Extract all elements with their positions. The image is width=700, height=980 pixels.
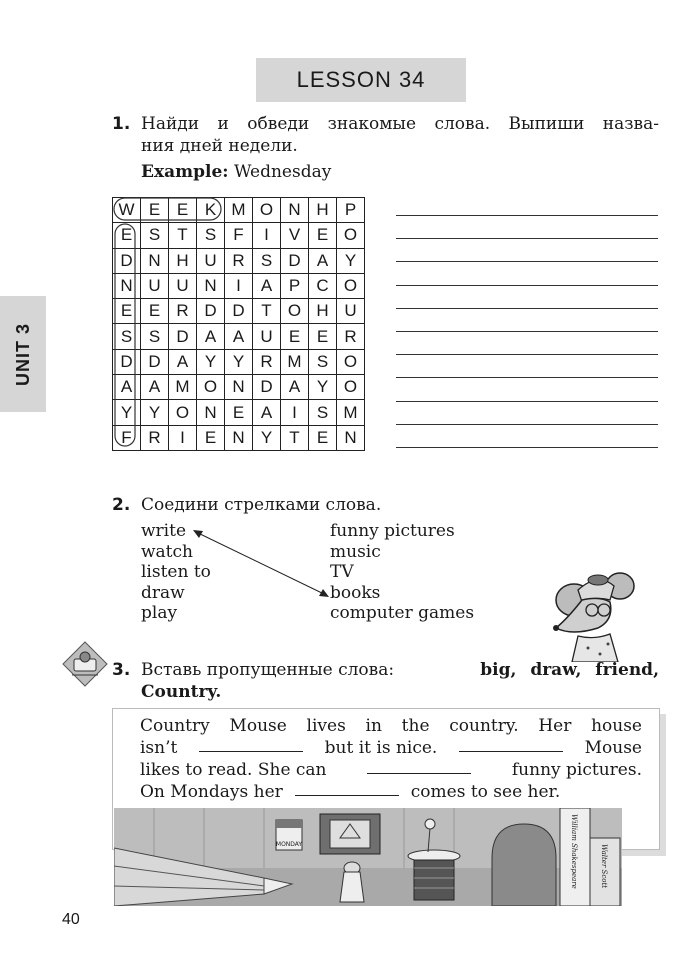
grid-cell[interactable]: M <box>225 198 253 223</box>
grid-cell[interactable]: I <box>225 273 253 298</box>
grid-cell[interactable]: A <box>281 375 309 400</box>
grid-cell[interactable]: S <box>141 223 169 248</box>
grid-cell[interactable]: T <box>169 223 197 248</box>
grid-cell[interactable]: Y <box>253 425 281 450</box>
grid-cell[interactable]: U <box>253 324 281 349</box>
grid-cell[interactable]: H <box>169 248 197 273</box>
story-line-4 <box>140 781 642 803</box>
lesson-title: LESSON 34 <box>256 58 466 102</box>
grid-cell[interactable]: E <box>281 324 309 349</box>
grid-cell[interactable]: O <box>337 223 365 248</box>
grid-cell[interactable]: E <box>113 299 141 324</box>
grid-cell[interactable]: S <box>141 324 169 349</box>
grid-cell[interactable]: N <box>197 273 225 298</box>
grid-cell[interactable]: O <box>169 400 197 425</box>
page-number: 40 <box>62 911 80 928</box>
grid-cell[interactable]: F <box>225 223 253 248</box>
grid-cell[interactable]: O <box>337 349 365 374</box>
example-value: Wednesday <box>233 162 332 182</box>
blank-2[interactable] <box>459 737 563 752</box>
story-text-2b: but it is nice. <box>324 738 438 758</box>
grid-cell[interactable]: V <box>281 223 309 248</box>
story-text-2a: isn’t <box>140 738 178 758</box>
task2-number: 2. <box>112 495 131 515</box>
grid-cell[interactable]: E <box>309 223 337 248</box>
grid-cell[interactable]: E <box>169 198 197 223</box>
grid-cell[interactable]: D <box>225 299 253 324</box>
grid-cell[interactable]: O <box>253 198 281 223</box>
blank-4[interactable] <box>295 781 399 796</box>
task3-number: 3. <box>112 660 131 680</box>
grid-cell[interactable]: A <box>169 349 197 374</box>
grid-cell[interactable]: A <box>113 375 141 400</box>
grid-cell[interactable]: A <box>197 324 225 349</box>
grid-cell[interactable]: E <box>225 400 253 425</box>
grid-cell[interactable]: D <box>169 324 197 349</box>
grid-cell[interactable]: R <box>337 324 365 349</box>
mouse-illustration <box>548 566 660 662</box>
grid-cell[interactable]: Y <box>113 400 141 425</box>
grid-cell[interactable]: U <box>169 273 197 298</box>
story-text-1: Country Mouse lives in the country. Her house <box>140 716 642 736</box>
left-word: write <box>141 521 187 541</box>
task3-instruction-line2 <box>141 681 221 703</box>
grid-cell[interactable]: E <box>197 425 225 450</box>
grid-cell[interactable]: D <box>281 248 309 273</box>
grid-cell[interactable]: F <box>113 425 141 450</box>
story-line-2 <box>140 737 642 759</box>
grid-cell[interactable]: A <box>253 273 281 298</box>
story-text-3a: likes to read. She can <box>140 760 327 780</box>
grid-cell[interactable]: D <box>141 349 169 374</box>
grid-cell[interactable]: O <box>337 375 365 400</box>
grid-cell[interactable]: S <box>253 248 281 273</box>
grid-cell[interactable]: R <box>225 248 253 273</box>
story-text-2c: Mouse <box>584 738 642 758</box>
right-word: TV <box>330 562 354 582</box>
left-word: draw <box>141 582 185 603</box>
grid-cell[interactable]: C <box>309 273 337 298</box>
grid-cell[interactable]: M <box>337 400 365 425</box>
grid-cell[interactable]: O <box>281 299 309 324</box>
grid-cell[interactable]: H <box>309 198 337 223</box>
grid-cell[interactable]: H <box>309 299 337 324</box>
grid-cell[interactable]: R <box>169 299 197 324</box>
grid-cell[interactable]: U <box>141 273 169 298</box>
story-text <box>140 715 642 803</box>
grid-cell[interactable]: Y <box>225 349 253 374</box>
grid-cell[interactable]: O <box>197 375 225 400</box>
grid-cell[interactable]: D <box>253 375 281 400</box>
grid-cell[interactable]: E <box>141 299 169 324</box>
grid-cell[interactable]: P <box>281 273 309 298</box>
grid-cell[interactable]: N <box>197 400 225 425</box>
task3-instruction: Вставь пропущенные слова: <box>141 660 395 680</box>
grid-cell[interactable]: Y <box>197 349 225 374</box>
grid-cell[interactable]: R <box>141 425 169 450</box>
task3-words-line2: Country. <box>141 682 222 702</box>
grid-cell[interactable]: A <box>141 375 169 400</box>
task3-instruction-line1 <box>141 659 659 681</box>
pencil-badge-icon <box>62 641 108 687</box>
example-label: Example: <box>141 162 229 182</box>
right-word: computer games <box>330 603 475 623</box>
story-text-4a: On Mondays her <box>140 782 283 802</box>
grid-cell[interactable]: I <box>169 425 197 450</box>
right-word: funny pictures <box>330 521 455 541</box>
grid-cell[interactable]: N <box>225 425 253 450</box>
grid-cell[interactable]: U <box>337 299 365 324</box>
blank-1[interactable] <box>199 737 303 752</box>
task3-words-line1: big, draw, friend, <box>480 660 659 680</box>
grid-cell[interactable]: O <box>337 273 365 298</box>
grid-cell[interactable]: Y <box>141 400 169 425</box>
grid-cell[interactable]: D <box>197 299 225 324</box>
task1-instruction-line2: ния дней недели. <box>141 136 298 156</box>
book-label-2: Walter Scott <box>600 844 608 889</box>
grid-cell[interactable]: M <box>169 375 197 400</box>
grid-cell[interactable]: T <box>281 425 309 450</box>
story-text-3b: funny pictures. <box>511 760 642 780</box>
task1-number: 1. <box>112 114 131 134</box>
grid-cell[interactable]: N <box>225 375 253 400</box>
grid-cell[interactable]: N <box>141 248 169 273</box>
grid-cell[interactable]: T <box>253 299 281 324</box>
grid-cell[interactable]: U <box>197 248 225 273</box>
grid-cell[interactable]: A <box>253 400 281 425</box>
grid-cell[interactable]: Y <box>337 248 365 273</box>
grid-cell[interactable]: I <box>281 400 309 425</box>
story-line-3 <box>140 759 642 781</box>
grid-cell[interactable]: E <box>309 324 337 349</box>
task2-instruction: Соедини стрелками слова. <box>141 495 382 515</box>
book-label-1: William Shakespeare <box>570 814 578 889</box>
grid-cell[interactable]: Y <box>309 375 337 400</box>
room-illustration <box>114 808 622 906</box>
grid-cell[interactable]: N <box>337 425 365 450</box>
grid-cell[interactable]: S <box>197 223 225 248</box>
left-word: play <box>141 603 178 623</box>
grid-cell[interactable]: A <box>309 248 337 273</box>
grid-cell[interactable]: S <box>113 324 141 349</box>
story-text-4b: comes to see her. <box>410 782 561 802</box>
grid-cell[interactable]: D <box>113 349 141 374</box>
grid-cell[interactable]: M <box>281 349 309 374</box>
story-line-1 <box>140 715 642 737</box>
grid-cell[interactable]: E <box>309 425 337 450</box>
grid-cell[interactable]: W <box>113 198 141 223</box>
left-word: watch <box>141 541 193 562</box>
right-word: music <box>330 541 381 562</box>
grid-cell[interactable]: E <box>141 198 169 223</box>
grid-cell[interactable]: D <box>113 248 141 273</box>
left-word: listen to <box>141 562 211 582</box>
unit-tab-label: UNIT 3 <box>12 322 33 386</box>
right-word: books <box>330 582 381 603</box>
grid-cell[interactable]: N <box>281 198 309 223</box>
task1-instruction-line1: Найди и обведи знакомые слова. Выпиши назва- <box>141 114 659 134</box>
calendar-label: MONDAY <box>275 841 303 848</box>
grid-cell[interactable]: S <box>309 400 337 425</box>
grid-cell[interactable]: E <box>113 223 141 248</box>
grid-cell[interactable]: I <box>253 223 281 248</box>
grid-cell[interactable]: S <box>309 349 337 374</box>
grid-cell[interactable]: N <box>113 273 141 298</box>
grid-cell[interactable]: P <box>337 198 365 223</box>
blank-3[interactable] <box>367 759 471 774</box>
grid-cell[interactable]: K <box>197 198 225 223</box>
grid-cell[interactable]: R <box>253 349 281 374</box>
grid-cell[interactable]: A <box>225 324 253 349</box>
